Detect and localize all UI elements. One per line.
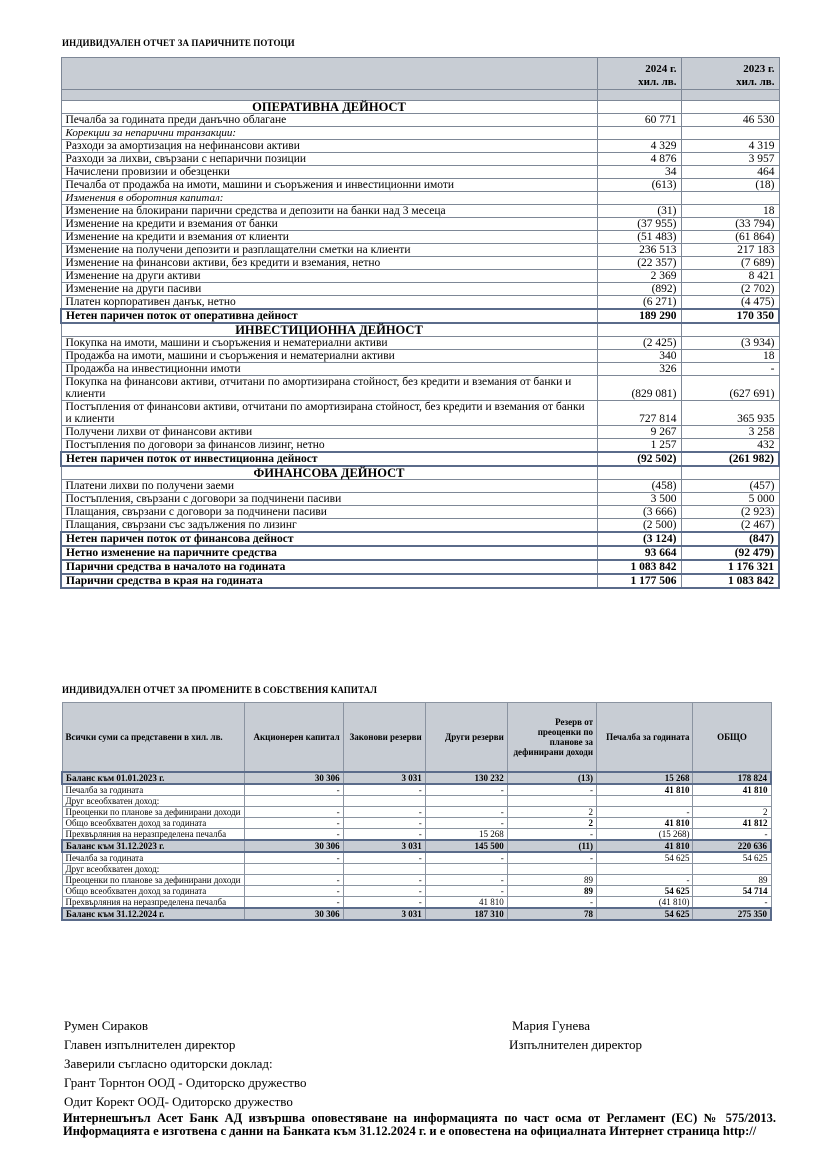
row-label: Изменение на кредити и вземания от клиенти <box>61 231 597 244</box>
value-2024: (31) <box>597 205 681 218</box>
value-2023 <box>681 323 779 337</box>
value-2024: (2 425) <box>597 337 681 350</box>
row-label: Нетен паричен поток от оперативна дейност <box>61 309 597 323</box>
row-label: Изменения в оборотния капитал: <box>61 192 597 205</box>
value-2023: (3 934) <box>681 337 779 350</box>
equity-header-cell: Резерв от преоценки по планове за дефинирани доходи <box>507 703 596 773</box>
row-label: Покупка на финансови активи, отчитани по амортизирана стойност, без кредити и вземания от банки и клиенти <box>61 376 597 401</box>
equity-cell: 54 625 <box>597 852 693 864</box>
row-label: Друг всеобхватен доход: <box>62 864 245 875</box>
table-row <box>62 875 771 886</box>
value-2024: 189 290 <box>597 309 681 323</box>
equity-cell: - <box>425 818 507 829</box>
row-label: Разходи за амортизация на нефинансови активи <box>61 140 597 153</box>
table-row <box>61 231 779 244</box>
value-2023: 46 530 <box>681 114 779 127</box>
value-2024: (458) <box>597 480 681 493</box>
row-label: Изменение на блокирани парични средства и депозити на банки над 3 месеца <box>61 205 597 218</box>
value-2024 <box>597 192 681 205</box>
value-2024: 4 876 <box>597 153 681 166</box>
row-label: Покупка на имоти, машини и съоръжения и нематериални активи <box>61 337 597 350</box>
row-label: Преоценки по планове за дефинирани доходи <box>62 807 245 818</box>
equity-cell: - <box>693 897 771 909</box>
row-label: Баланс към 31.12.2023 г. <box>62 840 245 852</box>
equity-cell: - <box>597 807 693 818</box>
value-2024: (3 124) <box>597 532 681 546</box>
value-2023: (2 923) <box>681 506 779 519</box>
value-2024: 9 267 <box>597 426 681 439</box>
table-row <box>61 205 779 218</box>
equity-cell: - <box>343 875 425 886</box>
value-2023: 18 <box>681 205 779 218</box>
equity-cell: 54 714 <box>693 886 771 897</box>
equity-cell: 130 232 <box>425 772 507 784</box>
total-row <box>61 309 779 323</box>
equity-cell: 54 625 <box>597 908 693 920</box>
equity-cell: 3 031 <box>343 772 425 784</box>
equity-cell: 41 810 <box>597 784 693 796</box>
value-2023: (33 794) <box>681 218 779 231</box>
table-row <box>61 401 779 426</box>
equity-cell: 2 <box>507 818 596 829</box>
value-2023 <box>681 466 779 480</box>
table-row <box>61 270 779 283</box>
equity-cell: - <box>507 784 596 796</box>
row-label: ИНВЕСТИЦИОННА ДЕЙНОСТ <box>61 323 597 337</box>
table-row <box>61 439 779 453</box>
value-2024: (37 955) <box>597 218 681 231</box>
table-row <box>61 192 779 205</box>
equity-cell: 54 625 <box>597 886 693 897</box>
table-row <box>61 244 779 257</box>
equity-cell <box>343 796 425 807</box>
value-2023: 18 <box>681 350 779 363</box>
table-row <box>62 852 771 864</box>
balance-row <box>62 908 771 920</box>
equity-cell <box>245 864 344 875</box>
section-header-row <box>61 466 779 480</box>
equity-cell <box>343 864 425 875</box>
value-2023: 1 176 321 <box>681 560 779 574</box>
cashflow-header-label <box>61 58 597 90</box>
table-row <box>61 350 779 363</box>
value-2024: 2 369 <box>597 270 681 283</box>
equity-cell: (41 810) <box>597 897 693 909</box>
equity-header-cell: Печалба за годината <box>597 703 693 773</box>
row-label: Парични средства в началото на годината <box>61 560 597 574</box>
equity-cell <box>693 796 771 807</box>
balance-row <box>62 772 771 784</box>
value-2023: (61 864) <box>681 231 779 244</box>
value-2024: 93 664 <box>597 546 681 560</box>
total-row <box>61 560 779 574</box>
value-2024: (829 081) <box>597 376 681 401</box>
equity-cell: 145 500 <box>425 840 507 852</box>
value-2024: (22 357) <box>597 257 681 270</box>
row-label: Плащания, свързани с договори за подчинени пасиви <box>61 506 597 519</box>
equity-cell <box>507 796 596 807</box>
equity-cell: 275 350 <box>693 908 771 920</box>
equity-header-cell: Други резерви <box>425 703 507 773</box>
equity-cell: 15 268 <box>425 829 507 841</box>
balance-row <box>62 840 771 852</box>
equity-cell: 89 <box>507 875 596 886</box>
value-2023: 5 000 <box>681 493 779 506</box>
table-row <box>61 337 779 350</box>
row-label: Постъпления, свързани с договори за подчинени пасиви <box>61 493 597 506</box>
equity-cell: 187 310 <box>425 908 507 920</box>
row-label: Постъпления от финансови активи, отчитани по амортизирана стойност, без кредити и вземания от банки и клиенти <box>61 401 597 426</box>
table-row <box>61 127 779 140</box>
value-2023: 3 957 <box>681 153 779 166</box>
auditor-2: Одит Корект ООД- Одиторско дружество <box>64 1094 293 1109</box>
value-2024: (92 502) <box>597 452 681 466</box>
table-row <box>61 153 779 166</box>
value-2024: 1 083 842 <box>597 560 681 574</box>
value-2024: (2 500) <box>597 519 681 533</box>
equity-cell <box>597 796 693 807</box>
row-label: Получени лихви от финансови активи <box>61 426 597 439</box>
row-label: Нетно изменение на паричните средства <box>61 546 597 560</box>
row-label: Прехвърляния на неразпределена печалба <box>62 897 245 909</box>
equity-cell <box>693 864 771 875</box>
table-row <box>61 506 779 519</box>
equity-title: ИНДИВИДУАЛЕН ОТЧЕТ ЗА ПРОМЕНИТЕ В СОБСТВЕНИЯ КАПИТАЛ <box>62 685 378 695</box>
table-row <box>62 829 771 841</box>
cashflow-table <box>60 57 780 589</box>
row-label: Плащания, свързани със задължения по лизинг <box>61 519 597 533</box>
row-label: Печалба за годината <box>62 784 245 796</box>
row-label: Изменение на финансови активи, без кредити и вземания, нетно <box>61 257 597 270</box>
row-label: ФИНАНСОВА ДЕЙНОСТ <box>61 466 597 480</box>
table-row <box>62 886 771 897</box>
equity-cell: - <box>343 784 425 796</box>
equity-cell: 54 625 <box>693 852 771 864</box>
value-2023 <box>681 127 779 140</box>
value-2023 <box>681 101 779 114</box>
row-label: Баланс към 01.01.2023 г. <box>62 772 245 784</box>
value-2023: - <box>681 363 779 376</box>
table-row <box>61 493 779 506</box>
equity-cell <box>597 864 693 875</box>
equity-cell: (13) <box>507 772 596 784</box>
disclosure-footer: Интернешънъл Асет Банк АД извършва оповестяване на информацията по част осма от Регламент (ЕС) № 575/2013. Информацията е изготвена с данни на Банката към 31.12.2024 г. и е оповестена на официалната Интернет страница http:// <box>63 1111 776 1138</box>
row-label: Нетен паричен поток от финансова дейност <box>61 532 597 546</box>
cashflow-header-2024: 2024 г. хил. лв. <box>597 58 681 90</box>
row-label: Постъпления по договори за финансов лизинг, нетно <box>61 439 597 453</box>
equity-cell: - <box>343 886 425 897</box>
row-label: ОПЕРАТИВНА ДЕЙНОСТ <box>61 101 597 114</box>
equity-cell: (15 268) <box>597 829 693 841</box>
value-2023: 4 319 <box>681 140 779 153</box>
value-2024: (3 666) <box>597 506 681 519</box>
equity-cell: 3 031 <box>343 908 425 920</box>
equity-cell: (11) <box>507 840 596 852</box>
value-2024: 236 513 <box>597 244 681 257</box>
value-2023: 1 083 842 <box>681 574 779 588</box>
equity-cell: 30 306 <box>245 840 344 852</box>
value-2024: 4 329 <box>597 140 681 153</box>
equity-cell: 220 636 <box>693 840 771 852</box>
section-header-row <box>61 101 779 114</box>
value-2024: 3 500 <box>597 493 681 506</box>
value-2024: (613) <box>597 179 681 192</box>
row-label: Печалба за годината преди данъчно облагане <box>61 114 597 127</box>
total-row <box>61 532 779 546</box>
equity-cell: - <box>245 886 344 897</box>
value-2024: 60 771 <box>597 114 681 127</box>
value-2023: (2 702) <box>681 283 779 296</box>
equity-cell: 30 306 <box>245 908 344 920</box>
equity-cell: - <box>245 784 344 796</box>
equity-cell: - <box>245 897 344 909</box>
table-row <box>61 363 779 376</box>
table-row <box>61 519 779 533</box>
total-row <box>61 546 779 560</box>
row-label: Изменение на други активи <box>61 270 597 283</box>
row-label: Начислени провизии и обезценки <box>61 166 597 179</box>
table-row <box>61 179 779 192</box>
equity-cell: - <box>507 852 596 864</box>
value-2023: 464 <box>681 166 779 179</box>
table-row <box>61 166 779 179</box>
table-row <box>61 296 779 310</box>
row-label: Баланс към 31.12.2024 г. <box>62 908 245 920</box>
total-row <box>61 452 779 466</box>
value-2023: 365 935 <box>681 401 779 426</box>
equity-cell: - <box>343 818 425 829</box>
row-label: Общо всеобхватен доход за годината <box>62 818 245 829</box>
value-2024 <box>597 101 681 114</box>
value-2023: 3 258 <box>681 426 779 439</box>
row-label: Изменение на получени депозити и разплащателни сметки на клиенти <box>61 244 597 257</box>
equity-cell: - <box>693 829 771 841</box>
equity-cell: - <box>425 875 507 886</box>
value-2024: 1 177 506 <box>597 574 681 588</box>
table-row <box>61 283 779 296</box>
right-signatory-role: Изпълнителен директор <box>509 1037 643 1052</box>
auditor-1: Грант Торнтон ООД - Одиторско дружество <box>64 1075 307 1090</box>
equity-cell: 178 824 <box>693 772 771 784</box>
row-label: Продажба на имоти, машини и съоръжения и нематериални активи <box>61 350 597 363</box>
equity-cell: - <box>425 886 507 897</box>
table-row <box>61 114 779 127</box>
equity-table <box>61 702 772 921</box>
equity-cell <box>245 796 344 807</box>
equity-cell: - <box>425 807 507 818</box>
equity-cell: - <box>343 807 425 818</box>
value-2023: (7 689) <box>681 257 779 270</box>
table-row <box>61 426 779 439</box>
equity-cell: 89 <box>507 886 596 897</box>
row-label: Изменение на други пасиви <box>61 283 597 296</box>
equity-cell <box>425 796 507 807</box>
table-row <box>61 257 779 270</box>
equity-cell: - <box>343 852 425 864</box>
row-label: Платен корпоративен данък, нетно <box>61 296 597 310</box>
equity-cell: 89 <box>693 875 771 886</box>
row-label: Платени лихви по получени заеми <box>61 480 597 493</box>
equity-cell <box>425 864 507 875</box>
row-label: Изменение на кредити и вземания от банки <box>61 218 597 231</box>
row-label: Прехвърляния на неразпределена печалба <box>62 829 245 841</box>
equity-header-cell: ОБЩО <box>693 703 771 773</box>
equity-header-cell: Акционерен капитал <box>245 703 344 773</box>
equity-cell: - <box>425 852 507 864</box>
equity-cell: - <box>245 818 344 829</box>
cashflow-title: ИНДИВИДУАЛЕН ОТЧЕТ ЗА ПАРИЧНИТЕ ПОТОЦИ <box>62 38 295 48</box>
equity-cell: 41 810 <box>425 897 507 909</box>
value-2023 <box>681 192 779 205</box>
row-label: Нетен паричен поток от инвестиционна дейност <box>61 452 597 466</box>
left-signatory-role: Главен изпълнителен директор <box>64 1037 236 1052</box>
right-signatory-name: Мария Гунева <box>512 1018 590 1033</box>
equity-cell <box>507 864 596 875</box>
value-2023: 170 350 <box>681 309 779 323</box>
section-header-row <box>61 323 779 337</box>
row-label: Печалба за годината <box>62 852 245 864</box>
equity-cell: 41 810 <box>597 818 693 829</box>
value-2024: 326 <box>597 363 681 376</box>
value-2023: (4 475) <box>681 296 779 310</box>
value-2024: 727 814 <box>597 401 681 426</box>
equity-cell: - <box>245 875 344 886</box>
table-row <box>61 218 779 231</box>
value-2023: (2 467) <box>681 519 779 533</box>
value-2024 <box>597 127 681 140</box>
equity-cell: - <box>425 784 507 796</box>
equity-cell: - <box>597 875 693 886</box>
value-2024: 1 257 <box>597 439 681 453</box>
row-label: Корекции за непарични транзакции: <box>61 127 597 140</box>
row-label: Разходи за лихви, свързани с непарични позиции <box>61 153 597 166</box>
row-label: Друг всеобхватен доход: <box>62 796 245 807</box>
value-2023: 217 183 <box>681 244 779 257</box>
equity-cell: - <box>507 829 596 841</box>
table-row <box>62 796 771 807</box>
equity-cell: 2 <box>507 807 596 818</box>
value-2023: (261 982) <box>681 452 779 466</box>
cashflow-header-2023: 2023 г. хил. лв. <box>681 58 779 90</box>
equity-cell: 30 306 <box>245 772 344 784</box>
table-row <box>62 807 771 818</box>
value-2024: 34 <box>597 166 681 179</box>
row-label: Печалба от продажба на имоти, машини и съоръжения и инвестиционни имоти <box>61 179 597 192</box>
value-2024 <box>597 466 681 480</box>
value-2023: 8 421 <box>681 270 779 283</box>
left-signatory-name: Румен Сираков <box>64 1018 148 1033</box>
equity-cell: - <box>245 829 344 841</box>
equity-cell: 15 268 <box>597 772 693 784</box>
value-2023: (92 479) <box>681 546 779 560</box>
equity-cell: 3 031 <box>343 840 425 852</box>
equity-cell: 41 810 <box>693 784 771 796</box>
value-2023: (847) <box>681 532 779 546</box>
equity-header-cell: Всички суми са представени в хил. лв. <box>62 703 245 773</box>
total-row <box>61 574 779 588</box>
table-row <box>62 864 771 875</box>
row-label: Продажба на инвестиционни имоти <box>61 363 597 376</box>
equity-cell: - <box>343 829 425 841</box>
value-2024: 340 <box>597 350 681 363</box>
equity-cell: - <box>343 897 425 909</box>
equity-header-cell: Законови резерви <box>343 703 425 773</box>
row-label: Общо всеобхватен доход за годината <box>62 886 245 897</box>
certified-note: Заверили съгласно одиторски доклад: <box>64 1056 273 1071</box>
value-2024: (51 483) <box>597 231 681 244</box>
equity-cell: 78 <box>507 908 596 920</box>
equity-cell: - <box>245 807 344 818</box>
row-label: Парични средства в края на годината <box>61 574 597 588</box>
table-row <box>62 897 771 909</box>
value-2023: (627 691) <box>681 376 779 401</box>
table-row <box>61 140 779 153</box>
equity-cell: 2 <box>693 807 771 818</box>
value-2023: (18) <box>681 179 779 192</box>
table-row <box>61 480 779 493</box>
value-2023: (457) <box>681 480 779 493</box>
equity-cell: 41 810 <box>597 840 693 852</box>
value-2024 <box>597 323 681 337</box>
equity-cell: - <box>507 897 596 909</box>
table-row <box>61 376 779 401</box>
table-row <box>62 784 771 796</box>
value-2024: (892) <box>597 283 681 296</box>
table-row <box>62 818 771 829</box>
row-label: Преоценки по планове за дефинирани доходи <box>62 875 245 886</box>
equity-cell: 41 812 <box>693 818 771 829</box>
value-2024: (6 271) <box>597 296 681 310</box>
equity-cell: - <box>245 852 344 864</box>
value-2023: 432 <box>681 439 779 453</box>
